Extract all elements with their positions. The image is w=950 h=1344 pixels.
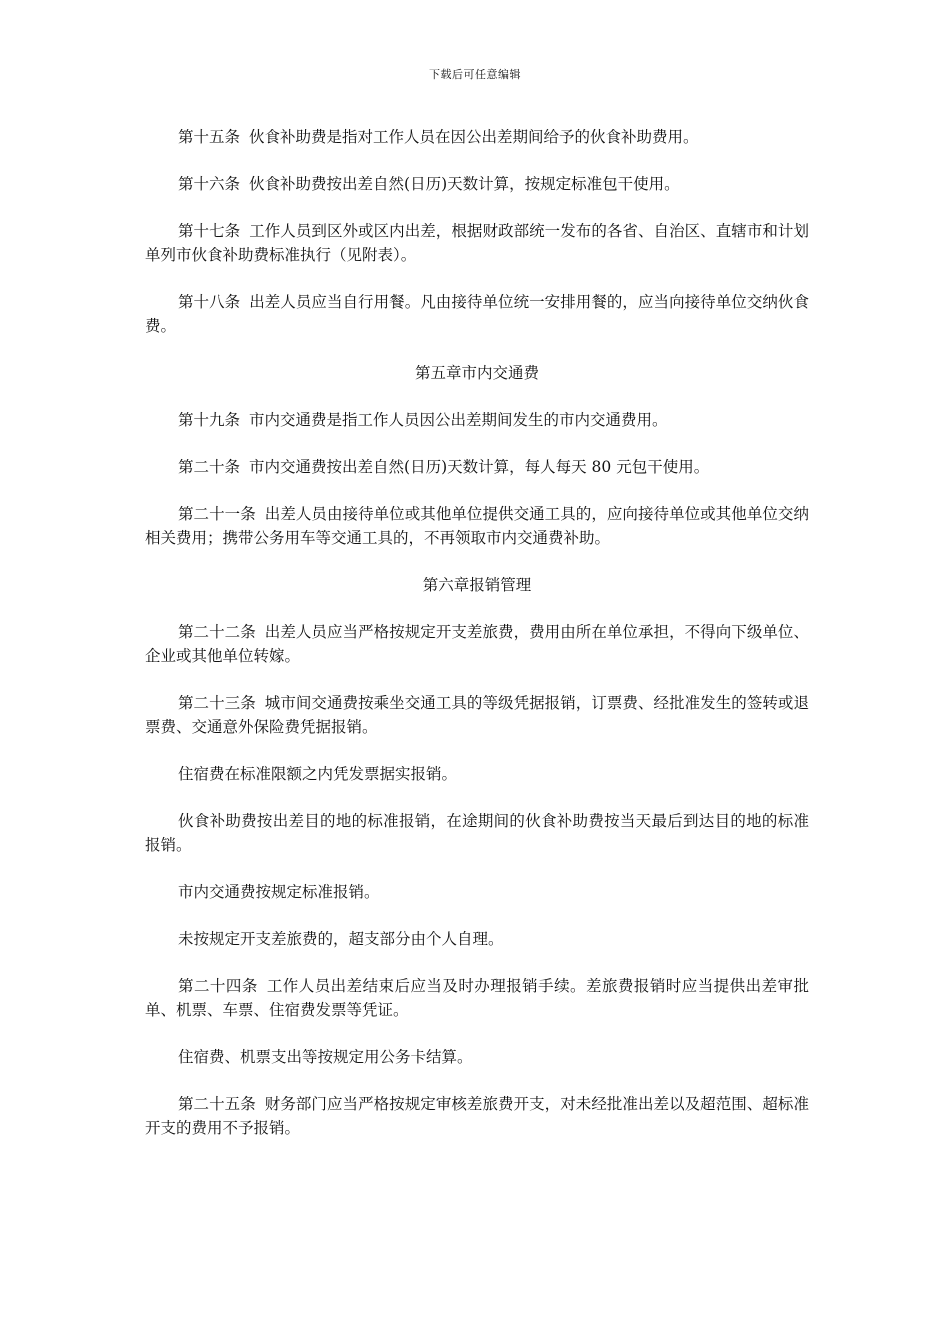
article-number: 第十九条 bbox=[178, 411, 241, 429]
article-number: 第二十二条 bbox=[178, 623, 256, 641]
article-number: 第二十五条 bbox=[178, 1095, 256, 1113]
article-number: 第二十条 bbox=[178, 458, 241, 476]
article-22 bbox=[145, 620, 809, 668]
article-text: 城市间交通费按乘坐交通工具的等级凭据报销，订票费、经批准发生的签转或退票费、交通意外保险费凭据报销。 bbox=[145, 694, 809, 736]
chapter-5-heading: 第五章市内交通费 bbox=[414, 364, 539, 382]
article-number: 第十七条 bbox=[178, 222, 241, 240]
header-note: 下载后可任意编辑 bbox=[429, 68, 521, 81]
article-20 bbox=[145, 455, 809, 479]
article-24-card-settlement: 住宿费、机票支出等按规定用公务卡结算。 bbox=[178, 1048, 473, 1066]
article-23-lodging: 住宿费在标准限额之内凭发票据实报销。 bbox=[178, 765, 458, 783]
article-text: 出差人员应当严格按规定开支差旅费，费用由所在单位承担，不得向下级单位、企业或其他单位转嫁。 bbox=[145, 623, 809, 665]
article-number: 第二十一条 bbox=[178, 505, 256, 523]
article-19 bbox=[145, 408, 809, 432]
article-21 bbox=[145, 502, 809, 550]
article-17 bbox=[145, 219, 809, 267]
article-23-local-transport: 市内交通费按规定标准报销。 bbox=[178, 883, 380, 901]
article-text: 市内交通费是指工作人员因公出差期间发生的市内交通费用。 bbox=[249, 411, 668, 429]
article-number: 第十五条 bbox=[178, 128, 241, 146]
article-16 bbox=[145, 172, 809, 196]
article-23 bbox=[145, 691, 809, 739]
article-25 bbox=[145, 1092, 809, 1140]
article-text: 工作人员出差结束后应当及时办理报销手续。差旅费报销时应当提供出差审批单、机票、车票、住宿费发票等凭证。 bbox=[145, 977, 809, 1019]
article-18 bbox=[145, 290, 809, 338]
article-text: 出差人员应当自行用餐。凡由接待单位统一安排用餐的，应当向接待单位交纳伙食费。 bbox=[145, 293, 809, 335]
article-number: 第二十四条 bbox=[178, 977, 258, 995]
article-24 bbox=[145, 974, 809, 1022]
chapter-6-heading: 第六章报销管理 bbox=[422, 576, 532, 594]
article-text: 伙食补助费是指对工作人员在因公出差期间给予的伙食补助费用。 bbox=[249, 128, 699, 146]
article-15 bbox=[145, 125, 809, 149]
article-23-meals: 伙食补助费按出差目的地的标准报销，在途期间的伙食补助费按当天最后到达目的地的标准报销。 bbox=[145, 812, 809, 854]
article-number: 第十六条 bbox=[178, 175, 241, 193]
article-text: 工作人员到区外或区内出差，根据财政部统一发布的各省、自治区、直辖市和计划单列市伙食补助费标准执行（见附表）。 bbox=[145, 222, 809, 264]
article-text: 伙食补助费按出差自然(日历)天数计算，按规定标准包干使用。 bbox=[249, 175, 680, 193]
article-23-overspend: 未按规定开支差旅费的，超支部分由个人自理。 bbox=[178, 930, 504, 948]
article-text: 市内交通费按出差自然(日历)天数计算，每人每天 80 元包干使用。 bbox=[249, 458, 710, 476]
article-number: 第十八条 bbox=[178, 293, 241, 311]
document-body bbox=[145, 125, 809, 1163]
article-number: 第二十三条 bbox=[178, 694, 256, 712]
article-text: 出差人员由接待单位或其他单位提供交通工具的，应向接待单位或其他单位交纳相关费用；携带公务用车等交通工具的，不再领取市内交通费补助。 bbox=[145, 505, 809, 547]
article-text: 财务部门应当严格按规定审核差旅费开支，对未经批准出差以及超范围、超标准开支的费用不予报销。 bbox=[145, 1095, 809, 1137]
